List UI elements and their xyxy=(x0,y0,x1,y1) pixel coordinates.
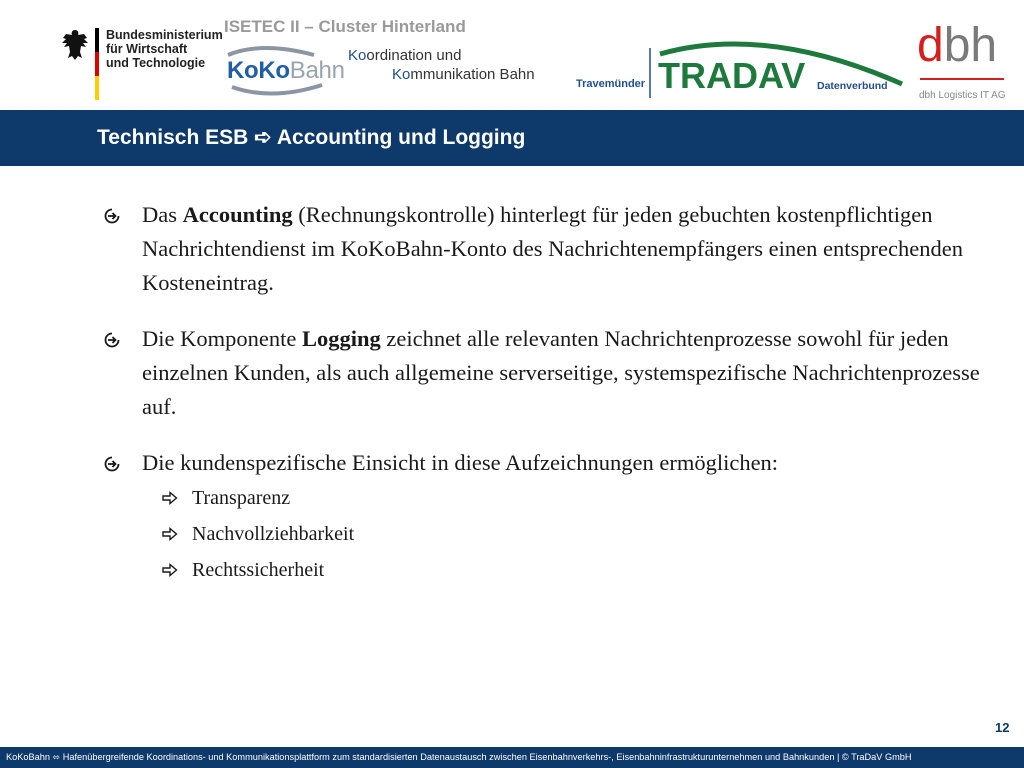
slide-title-prefix: Technisch ESB xyxy=(97,126,249,149)
kokobahn-tagline-line1 xyxy=(348,47,461,64)
tagline-ko-prefix: Ko xyxy=(348,47,367,64)
tradav-logo-text: TRADAV xyxy=(658,55,806,96)
kokobahn-logo-bahn: Bahn xyxy=(289,57,345,84)
tagline-line1-rest: ordination und xyxy=(366,47,462,64)
bullet-text-after: zeichnet alle relevanten Nachrichtenprozesse sowohl für jeden einzelnen Kunden, als auch allgemeine serverseitige, systemspezifische Nachrichtenprozesse auf. xyxy=(142,326,980,419)
sub-bullet-text: Transparenz xyxy=(192,487,291,509)
dbh-underline xyxy=(920,78,1004,80)
german-flag-bar xyxy=(95,28,99,100)
bullet-text-bold: Logging xyxy=(301,326,381,351)
tagline-line2-rest: mmunikation Bahn xyxy=(410,66,535,83)
ministry-line-2: für Wirtschaft xyxy=(106,42,188,56)
dbh-logo xyxy=(917,19,998,72)
tagline-ko-prefix-2: Ko xyxy=(392,66,411,83)
ministry-line-3: und Technologie xyxy=(106,56,206,70)
hollow-arrow-icon xyxy=(162,491,178,505)
kokobahn-logo-koko: KoKo xyxy=(227,57,290,84)
bullet-text-before: Die kundenspezifische Einsicht in diese Aufzeichnungen ermöglichen: xyxy=(142,450,779,475)
hollow-arrow-icon xyxy=(162,563,178,577)
dbh-subtitle: dbh Logistics IT AG xyxy=(919,90,1006,101)
page-number: 12 xyxy=(995,720,1010,735)
slide-title-suffix: Accounting und Logging xyxy=(276,126,526,149)
hollow-arrow-icon xyxy=(162,527,178,541)
slide-body xyxy=(100,198,990,588)
title-arrow-icon: ➪ xyxy=(254,126,272,149)
kokobahn-logo xyxy=(227,57,345,85)
bullet-item xyxy=(100,198,990,300)
tradav-logo xyxy=(646,30,908,104)
cluster-title: ISETEC II – Cluster Hinterland xyxy=(224,17,466,36)
bullet-text-after: (Rechnungskontrolle) hinterlegt für jeden gebuchten kostenpflichtigen Nachrichtendienst im KoKoBahn-Konto des Nachrichtenempfängers einen entsprechenden Kosteneintrag. xyxy=(142,202,963,295)
bullet-text-before: Das xyxy=(142,202,183,227)
flag-stripe-gold xyxy=(95,76,99,100)
bullet-text-bold: Accounting xyxy=(182,202,293,227)
slide-title xyxy=(97,125,525,150)
circle-arrow-bullet-icon xyxy=(104,456,120,472)
bullet-item xyxy=(100,322,990,424)
tradav-left-label: Travemünder xyxy=(576,78,646,90)
dbh-logo-d: d xyxy=(917,19,944,72)
flag-stripe-red xyxy=(95,52,99,76)
circle-arrow-bullet-icon xyxy=(104,208,120,224)
sub-bullet-item xyxy=(100,516,990,552)
footer-text: KoKoBahn ⬄ Hafenübergreifende Koordinations- und Kommunikationsplattform zum standardisierten Datenaustausch zwischen Eisenbahnverkehrs-, Eisenbahninfrastrukturunternehmen und Bahnkunden | © TraDaV GmbH xyxy=(6,752,912,762)
dbh-logo-bh: bh xyxy=(943,19,998,72)
sub-bullet-text: Rechtssicherheit xyxy=(192,559,325,581)
flag-stripe-black xyxy=(95,28,99,52)
kokobahn-tagline-line2 xyxy=(392,66,535,83)
ministry-name xyxy=(106,28,223,70)
ministry-line-1: Bundesministerium xyxy=(106,28,223,42)
sub-bullet-text: Nachvollziehbarkeit xyxy=(192,523,355,545)
federal-eagle-icon xyxy=(60,28,90,62)
bullet-text-before: Die Komponente xyxy=(142,326,302,351)
circle-arrow-bullet-icon xyxy=(104,332,120,348)
sub-bullet-list xyxy=(100,480,990,588)
tradav-right-label: Datenverbund xyxy=(817,80,888,92)
sub-bullet-item xyxy=(100,480,990,516)
sub-bullet-item xyxy=(100,552,990,588)
bullet-item xyxy=(100,446,990,480)
